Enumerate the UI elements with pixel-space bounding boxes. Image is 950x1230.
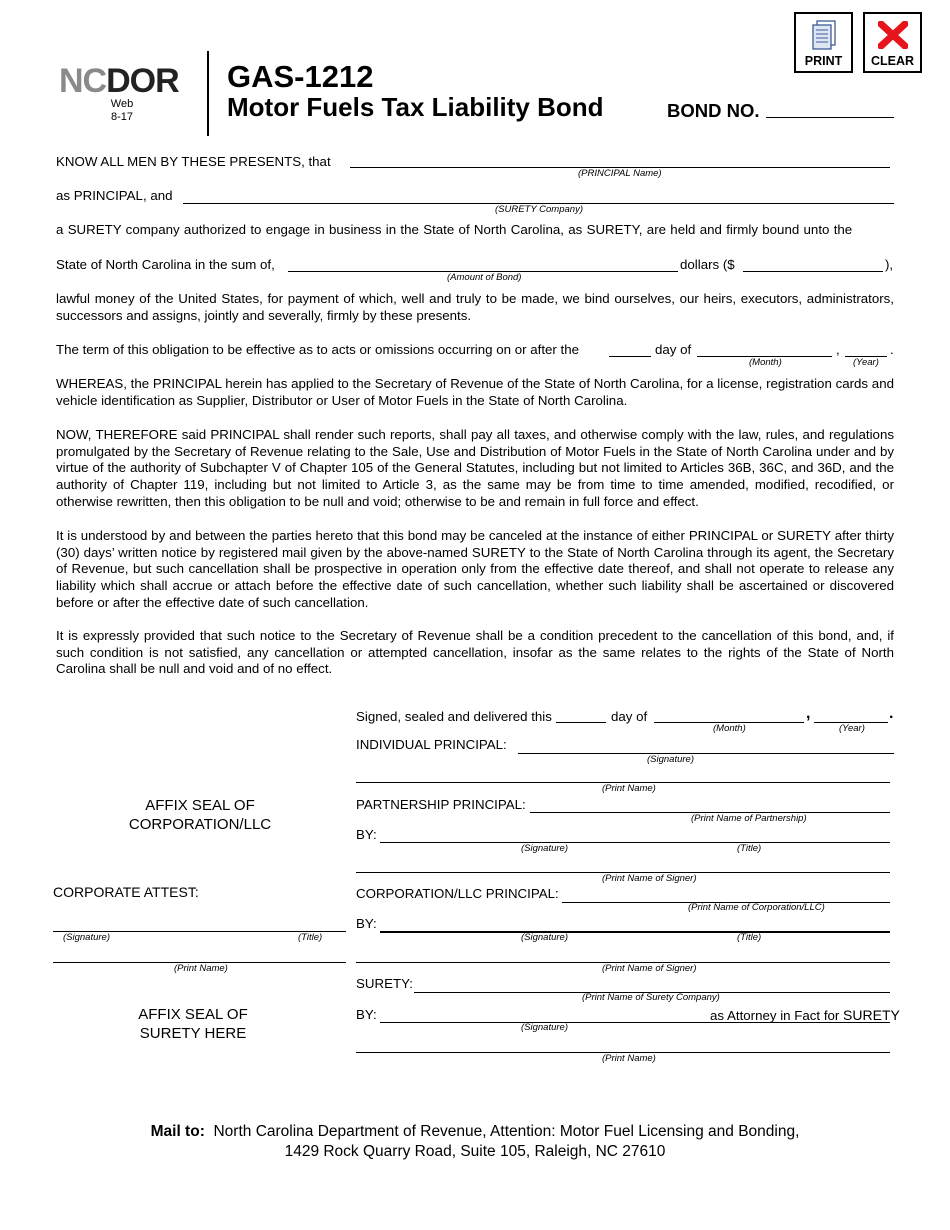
clear-button-label: CLEAR (870, 54, 915, 68)
partnership-signer-hint: (Print Name of Signer) (602, 873, 697, 884)
term-month-hint: (Month) (749, 357, 782, 368)
corporation-by-label: BY: (356, 916, 377, 931)
corporation-signer-hint: (Print Name of Signer) (602, 963, 697, 974)
signed-year-hint: (Year) (839, 723, 865, 734)
signed-period: . (889, 705, 894, 722)
now-therefore-paragraph: NOW, THEREFORE said PRINCIPAL shall render such reports, shall pay all taxes, and otherwise comply with the law, rules, and regulations promulgated by the Secretary of Revenue relating to the Sale, Use and Distribution of Motor Fuels in the State of North Carolina under and by virtue of the authority of Subchapter V of Chapter 105 of the General Statutes, including but not limited to Articles 36B, 36C, and 36D, and the authority of Chapter 119, including but not limited to Article 3, as the same may be from time to time amended, modified, recodified, or otherwise rewritten, then this obligation to be null and void; otherwise to be and remain in full force and effect. (56, 427, 894, 509)
dollars-text: dollars ($ (680, 257, 735, 272)
surety-label: SURETY: (356, 976, 413, 991)
lawful-money-paragraph: lawful money of the United States, for payment of which, well and truly to be made, we bind ourselves, our heirs, executors, administrators, successors and assigns, jointly and severally, firmly by these presents. (56, 291, 894, 323)
partnership-name-hint: (Print Name of Partnership) (691, 813, 807, 824)
corporation-name-hint: (Print Name of Corporation/LLC) (688, 902, 825, 913)
affix-seal-corporation: AFFIX SEAL OF CORPORATION/LLC (128, 797, 272, 833)
print-icon (810, 20, 838, 52)
individual-signature-field[interactable] (518, 753, 894, 754)
print-button-label: PRINT (804, 54, 843, 68)
attest-title-hint: (Title) (298, 932, 323, 943)
expressly-paragraph: It is expressly provided that such notice to the Secretary of Revenue shall be a condition precedent to the cancellation of this bond, and, if such condition is not satisfied, any cancellation or attempted cancellation, insofar as the same relates to the rights of the State of North Carolina shall be null and void and of no effect. (56, 628, 894, 677)
form-title: Motor Fuels Tax Liability Bond (227, 92, 604, 122)
bond-no-field[interactable] (766, 117, 894, 118)
signed-month-hint: (Month) (713, 723, 746, 734)
partnership-signature-field[interactable] (380, 842, 890, 843)
individual-signature-hint: (Signature) (647, 754, 694, 765)
corporation-title-hint: (Title) (737, 932, 762, 943)
surety-signature-hint: (Signature) (521, 1022, 568, 1033)
term-text: The term of this obligation to be effective as to acts or omissions occurring on or after the (56, 342, 580, 357)
term-day-field[interactable] (609, 356, 651, 357)
corporation-principal-label: CORPORATION/LLC PRINCIPAL: (356, 886, 559, 901)
surety-sentence: a SURETY company authorized to engage in business in the State of North Carolina, as SURETY, are held and firmly bound unto the (56, 222, 853, 237)
surety-by-label: BY: (356, 1007, 377, 1022)
partnership-by-label: BY: (356, 827, 377, 842)
dollar-amount-field[interactable] (743, 271, 883, 272)
affix-seal-surety: AFFIX SEAL OF SURETY HERE (138, 1006, 248, 1042)
header-divider (207, 51, 209, 136)
surety-company-hint: (SURETY Company) (495, 204, 583, 215)
individual-principal-label: INDIVIDUAL PRINCIPAL: (356, 737, 507, 752)
whereas-paragraph: WHEREAS, the PRINCIPAL herein has applied to the Secretary of Revenue of the State of North Carolina, for a license, registration cards and vehicle identification as Supplier, Distributor or User of Motor Fuels in the State of North Carolina. (56, 376, 894, 408)
corporate-attest-label: CORPORATE ATTEST: (53, 884, 199, 900)
ncdor-logo: NCDOR (59, 62, 179, 100)
mail-to-address: Mail to: North Carolina Department of Revenue, Attention: Motor Fuel Licensing and Bonding, 1429 Rock Quarry Road, Suite 105, Raleigh, NC 27610 (150, 1123, 800, 1160)
principal-name-hint: (PRINCIPAL Name) (578, 168, 662, 179)
clear-x-icon (878, 21, 908, 49)
individual-print-name-hint: (Print Name) (602, 783, 656, 794)
form-number: GAS-1212 (227, 59, 374, 94)
term-year-hint: (Year) (853, 357, 879, 368)
corporation-signature-field[interactable] (380, 931, 890, 933)
surety-print-name-hint: (Print Name) (602, 1053, 656, 1064)
as-principal-text: as PRINCIPAL, and (56, 188, 173, 203)
attorney-in-fact-text: as Attorney in Fact for SURETY (710, 1007, 900, 1023)
signed-day-of: day of (611, 709, 648, 724)
surety-company-name-hint: (Print Name of Surety Company) (582, 992, 720, 1003)
signed-comma: , (806, 705, 811, 722)
state-sum-text: State of North Carolina in the sum of, (56, 257, 275, 272)
form-version: Web 8-17 (110, 98, 134, 123)
term-comma: , (836, 342, 840, 357)
corporation-signature-hint: (Signature) (521, 932, 568, 943)
understood-paragraph: It is understood by and between the parties hereto that this bond may be canceled at the instance of either PRINCIPAL or SURETY after thirty (30) days’ written notice by registered mail given by the above-named SURETY to the State of North Carolina through its agent, the Secretary of Revenue, but such cancellation shall be prospective in operation only from the effective date thereof, and shall not operate to release any liability which shall accrue or attach before the effective date of such cancellation, whether such liability shall be ascertained or discovered before or after the effective date of such cancellation. (56, 528, 894, 610)
dollars-close: ), (885, 257, 894, 272)
attest-print-name-hint: (Print Name) (174, 963, 228, 974)
signed-day-field[interactable] (556, 722, 606, 723)
term-period: . (890, 342, 894, 357)
partnership-signature-hint: (Signature) (521, 843, 568, 854)
amount-hint: (Amount of Bond) (447, 272, 522, 283)
know-all-text: KNOW ALL MEN BY THESE PRESENTS, that (56, 154, 331, 169)
clear-button[interactable] (863, 12, 922, 73)
bond-no-label: BOND NO. (667, 100, 760, 121)
signed-sealed-text: Signed, sealed and delivered this (356, 709, 552, 724)
attest-signature-hint: (Signature) (63, 932, 110, 943)
partnership-principal-label: PARTNERSHIP PRINCIPAL: (356, 797, 526, 812)
partnership-title-hint: (Title) (737, 843, 762, 854)
print-button[interactable] (794, 12, 853, 73)
term-day-of: day of (655, 342, 692, 357)
